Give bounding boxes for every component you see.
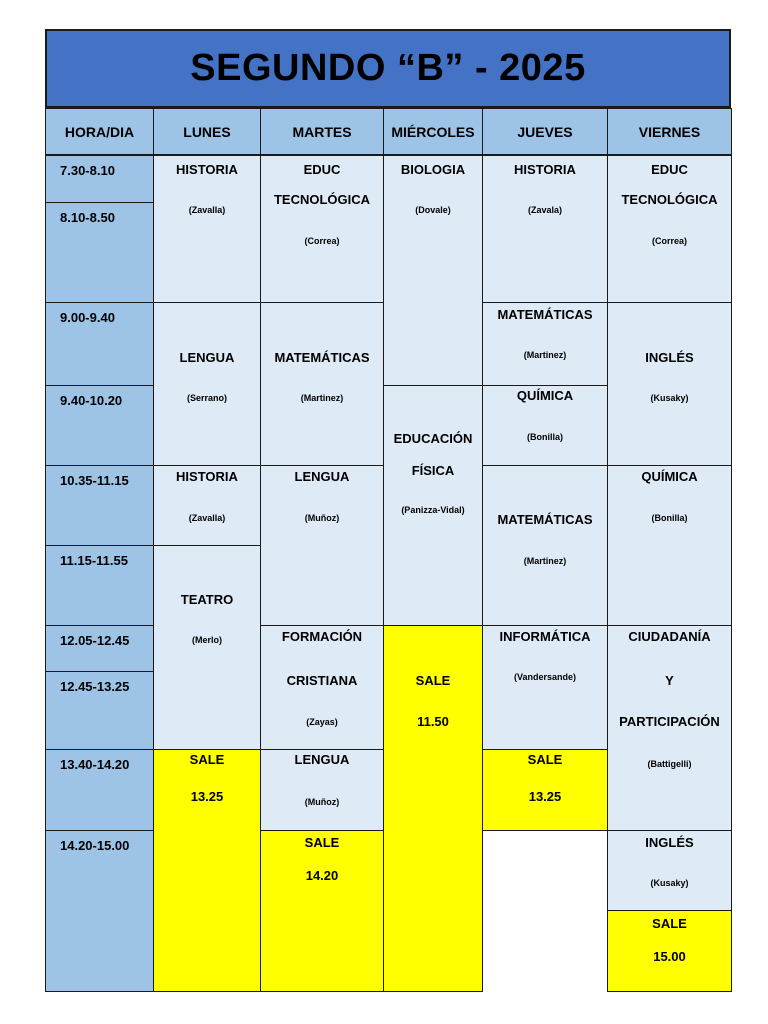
class-cell-mar-formacion — [260, 625, 384, 750]
subject-label: Y — [665, 673, 674, 688]
teacher-name: (Battigelli) — [647, 759, 692, 769]
subject-label: EDUCACIÓN — [393, 431, 473, 446]
subject-label: QUÍMICA — [641, 469, 698, 484]
subject-label: LENGUA — [179, 350, 235, 365]
dismissal-label: SALE — [652, 916, 687, 931]
time-slot: 9.40-10.20 — [45, 385, 154, 466]
subject-label: MATEMÁTICAS — [497, 307, 593, 322]
subject-label: HISTORIA — [514, 162, 576, 177]
subject-label: EDUC — [303, 162, 341, 177]
dismissal-label: SALE — [189, 752, 225, 767]
time-slot: 13.40-14.20 — [45, 749, 154, 831]
column-header-martes: MARTES — [260, 108, 384, 155]
time-slot: 10.35-11.15 — [45, 465, 154, 546]
time-slot: 12.45-13.25 — [45, 671, 154, 750]
subject-label: HISTORIA — [176, 162, 238, 177]
teacher-name: (Kusaky) — [650, 878, 689, 888]
teacher-name: (Muñoz) — [304, 797, 340, 807]
dismissal-label: SALE — [415, 673, 451, 688]
subject-label: FÍSICA — [411, 463, 455, 478]
subject-label: LENGUA — [294, 752, 350, 767]
subject-label: FORMACIÓN — [281, 629, 363, 644]
teacher-name: (Kusaky) — [650, 393, 689, 403]
teacher-name: (Muñoz) — [304, 513, 340, 523]
class-cell-vie-ciudadania — [607, 625, 732, 831]
class-cell-mar-lengua-2 — [260, 749, 384, 831]
class-cell-vie-ingles-1 — [607, 302, 732, 466]
subject-label: INGLÉS — [645, 835, 694, 850]
column-header-lunes: LUNES — [153, 108, 261, 155]
subject-label: BIOLOGIA — [400, 162, 466, 177]
class-cell-jue-matematicas-2 — [482, 465, 608, 626]
teacher-name: (Martinez) — [300, 393, 344, 403]
subject-label: INGLÉS — [645, 350, 694, 365]
teacher-name: (Correa) — [304, 236, 340, 246]
dismissal-label: SALE — [304, 835, 340, 850]
subject-label: CRISTIANA — [286, 673, 358, 688]
time-slot: 12.05-12.45 — [45, 625, 154, 672]
teacher-name: (Zavalla) — [188, 513, 226, 523]
column-header-miércoles: MIÉRCOLES — [383, 108, 483, 155]
class-cell-jue-informatica — [482, 625, 608, 750]
teacher-name: (Zavalla) — [188, 205, 226, 215]
teacher-name: (Zayas) — [306, 717, 338, 727]
subject-label: PARTICIPACIÓN — [619, 714, 720, 729]
teacher-name: (Bonilla) — [527, 432, 563, 442]
dismissal-cell-mar-sale — [260, 830, 384, 992]
subject-label: TECNOLÓGICA — [273, 192, 371, 207]
page-title: SEGUNDO “B” - 2025 — [45, 29, 731, 108]
subject-label: INFORMÁTICA — [499, 629, 591, 644]
subject-label: LENGUA — [294, 469, 350, 484]
dismissal-cell-vie-sale — [607, 910, 732, 992]
time-slot: 8.10-8.50 — [45, 202, 154, 303]
class-cell-jue-quimica — [482, 385, 608, 466]
time-slot: 7.30-8.10 — [45, 155, 154, 203]
class-cell-jue-matematicas-1 — [482, 302, 608, 386]
dismissal-label: 13.25 — [528, 789, 562, 804]
time-slot: 14.20-15.00 — [45, 830, 154, 992]
class-cell-mar-matematicas — [260, 302, 384, 466]
time-slot: 11.15-11.55 — [45, 545, 154, 626]
class-cell-jue-historia — [482, 155, 608, 303]
time-slot: 9.00-9.40 — [45, 302, 154, 386]
subject-label: MATEMÁTICAS — [497, 512, 593, 527]
subject-label: HISTORIA — [176, 469, 238, 484]
teacher-name: (Correa) — [651, 236, 687, 246]
teacher-name: (Panizza-Vidal) — [401, 505, 465, 515]
dismissal-label: 15.00 — [653, 949, 686, 964]
column-header-viernes: VIERNES — [607, 108, 732, 155]
class-cell-lun-lengua — [153, 302, 261, 466]
dismissal-cell-jue-sale — [482, 749, 608, 831]
class-cell-lun-historia-1 — [153, 155, 261, 303]
teacher-name: (Dovale) — [415, 205, 451, 215]
dismissal-label: 11.50 — [417, 714, 449, 729]
subject-label: TECNOLÓGICA — [621, 192, 718, 207]
class-cell-lun-historia-2 — [153, 465, 261, 546]
class-cell-mie-educacion-fisica — [383, 385, 483, 626]
class-cell-lun-teatro — [153, 545, 261, 750]
teacher-name: (Martinez) — [523, 350, 567, 360]
dismissal-label: 13.25 — [190, 789, 224, 804]
dismissal-label: SALE — [527, 752, 563, 767]
teacher-name: (Merlo) — [192, 635, 222, 645]
subject-label: CIUDADANÍA — [628, 629, 711, 644]
column-header-hora-dia: HORA/DIA — [45, 108, 154, 155]
class-cell-vie-quimica — [607, 465, 732, 626]
teacher-name: (Zavala) — [527, 205, 562, 215]
class-cell-mie-biologia — [383, 155, 483, 386]
subject-label: MATEMÁTICAS — [274, 350, 370, 365]
dismissal-cell-lun-sale — [153, 749, 261, 992]
subject-label: EDUC — [651, 162, 688, 177]
teacher-name: (Martinez) — [523, 556, 567, 566]
subject-label: QUÍMICA — [516, 388, 574, 403]
class-cell-vie-educ — [607, 155, 732, 303]
teacher-name: (Vandersande) — [513, 672, 577, 682]
teacher-name: (Serrano) — [186, 393, 227, 403]
teacher-name: (Bonilla) — [651, 513, 688, 523]
column-header-jueves: JUEVES — [482, 108, 608, 155]
dismissal-label: 14.20 — [305, 868, 339, 883]
class-cell-mar-educ — [260, 155, 384, 303]
class-cell-vie-ingles-2 — [607, 830, 732, 911]
dismissal-cell-mie-sale — [383, 625, 483, 992]
class-cell-mar-lengua-1 — [260, 465, 384, 626]
subject-label: TEATRO — [180, 592, 234, 607]
